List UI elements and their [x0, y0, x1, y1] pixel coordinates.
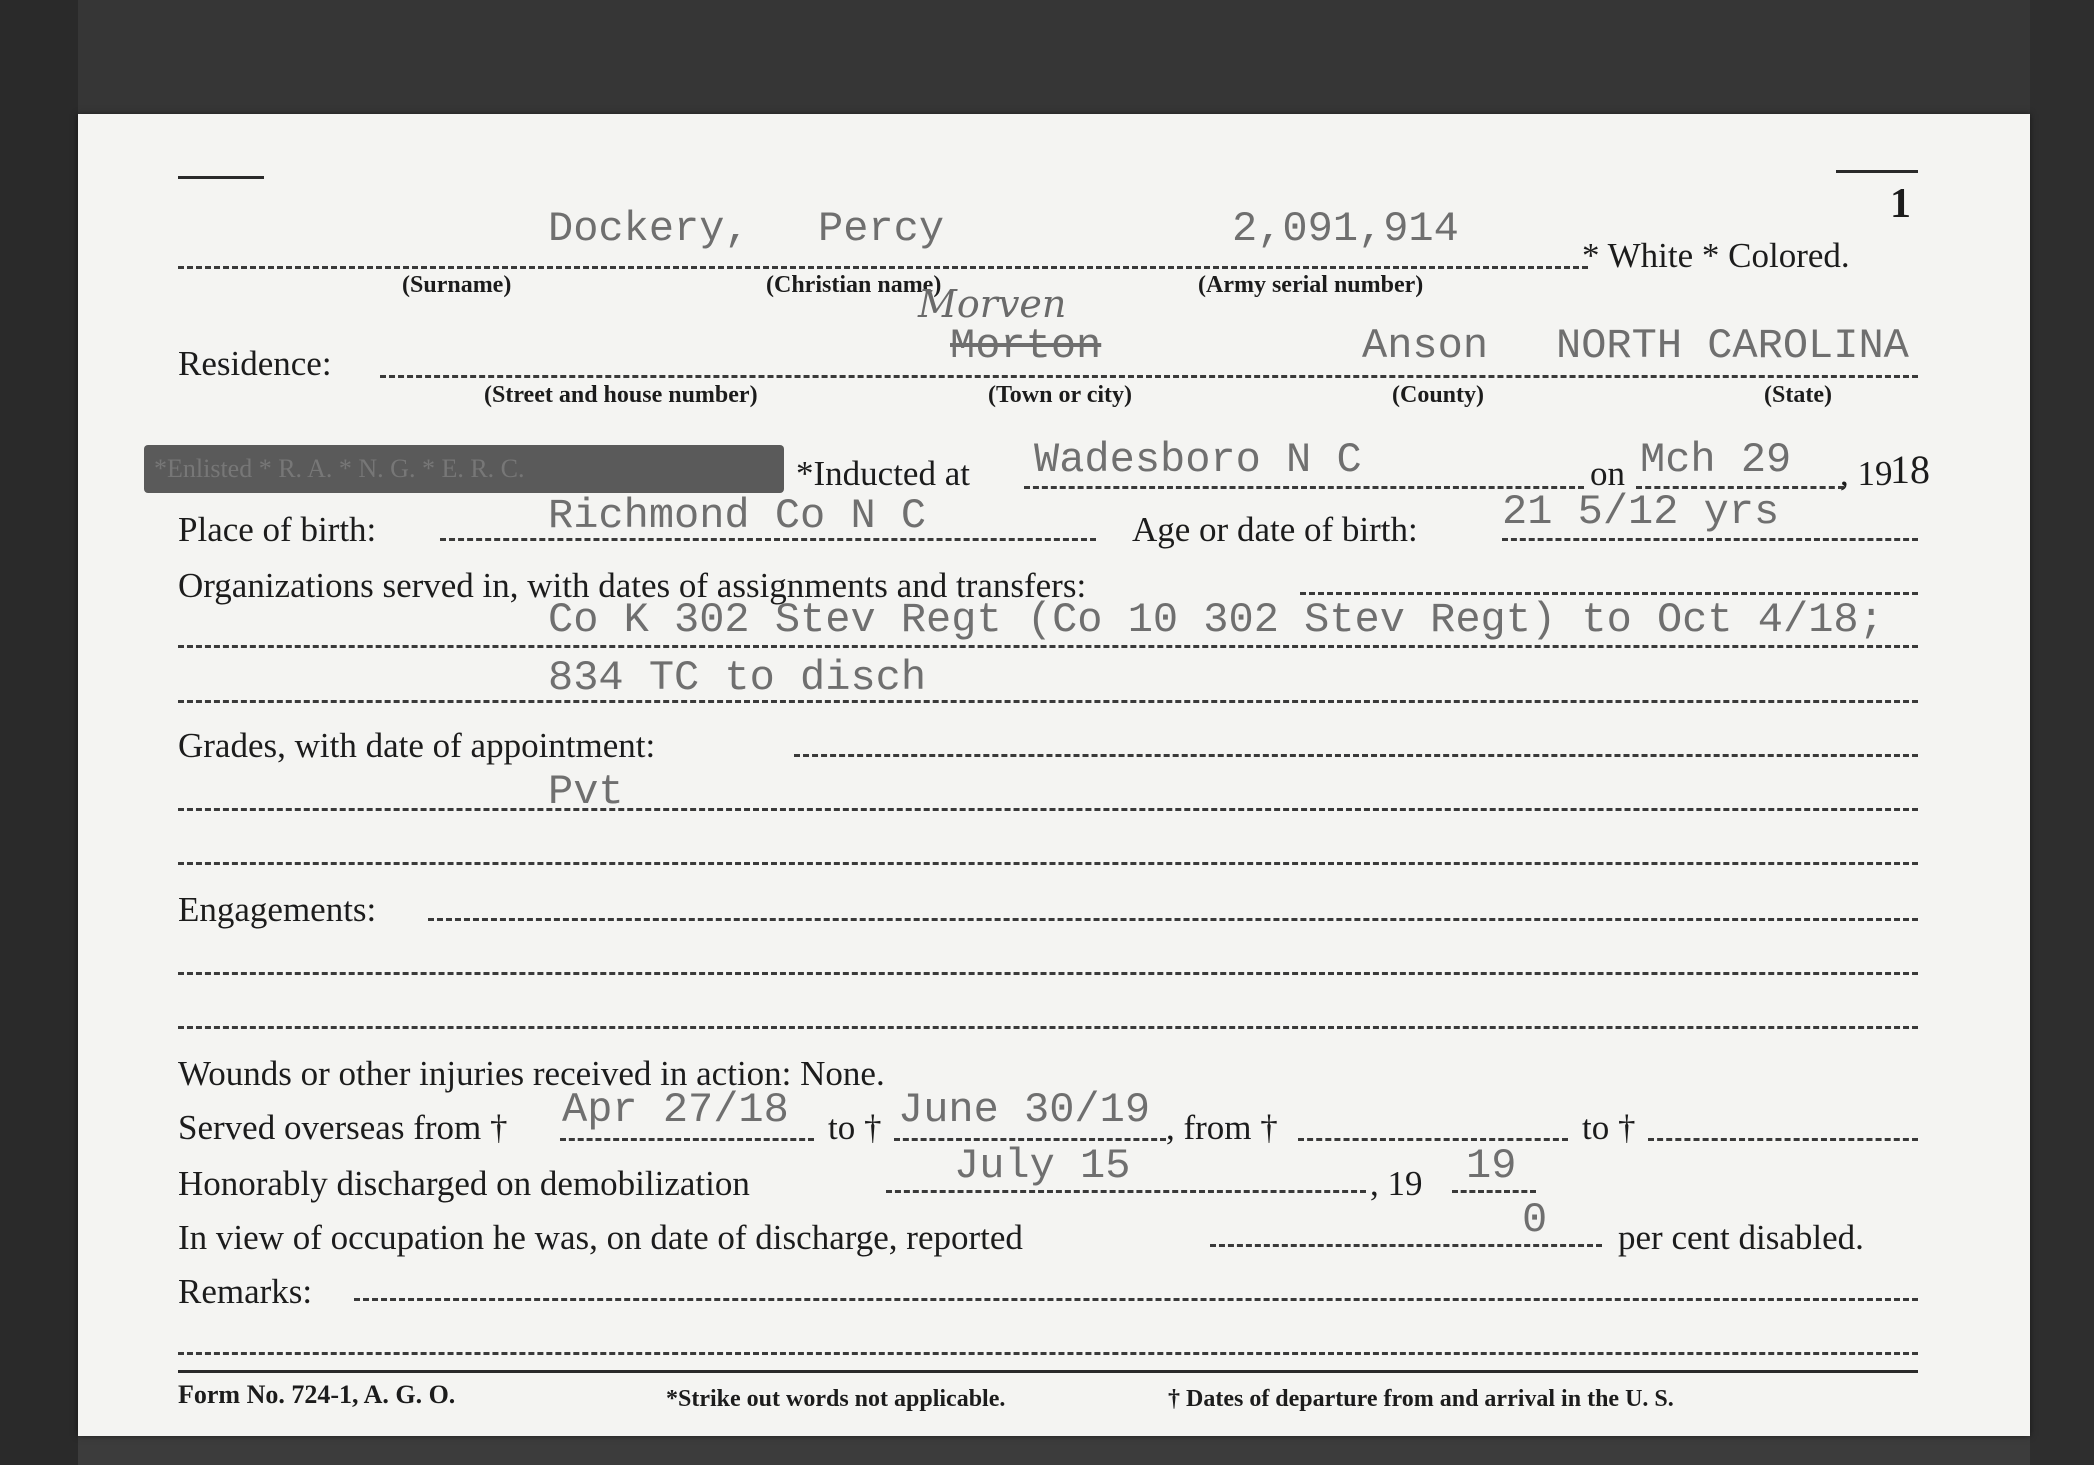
organizations-line-2	[178, 700, 1918, 703]
induction-date-value: Mch 29	[1640, 436, 1792, 484]
per-cent-label: per cent disabled.	[1618, 1218, 1864, 1257]
organizations-line-1	[178, 645, 1918, 648]
county-value: Anson	[1362, 322, 1489, 370]
occupation-label: In view of occupation he was, on date of discharge, reported	[178, 1218, 1023, 1257]
disabled-percent-value: 0	[1522, 1196, 1548, 1244]
organizations-line-0	[1300, 592, 1918, 595]
top-left-rule	[178, 176, 264, 179]
place-of-birth-label: Place of birth:	[178, 510, 377, 549]
footer-rule	[178, 1370, 1918, 1373]
engagements-label: Engagements:	[178, 890, 377, 929]
scan-background-top	[0, 0, 2094, 114]
overseas-to2-line	[1648, 1138, 1918, 1141]
serial-number-label: (Army serial number)	[1198, 272, 1424, 298]
engagements-line-0	[428, 918, 1918, 921]
engagements-line-2	[178, 1026, 1918, 1029]
place-of-birth-line	[440, 538, 1096, 541]
christian-name-value: Percy	[818, 205, 945, 253]
state-label: (State)	[1764, 382, 1832, 408]
served-overseas-label: Served overseas from †	[178, 1108, 508, 1147]
surname-label: (Surname)	[402, 272, 512, 298]
discharged-label: Honorably discharged on demobilization	[178, 1164, 750, 1203]
strike-note: *Strike out words not applicable.	[666, 1386, 1006, 1412]
remarks-line-0	[354, 1298, 1918, 1301]
discharge-year-prefix: , 19	[1370, 1164, 1423, 1203]
induction-place-line	[1024, 486, 1584, 489]
organization-entry-2: 834 TC to disch	[548, 654, 927, 702]
serial-number-value: 2,091,914	[1232, 205, 1459, 253]
grade-value: Pvt	[548, 768, 624, 816]
top-right-rule	[1836, 170, 1918, 173]
discharge-date-line	[886, 1190, 1366, 1193]
town-value: Morton	[950, 322, 1102, 370]
handwritten-town: Morven	[918, 282, 1067, 326]
redacted-enlisted-block	[144, 445, 784, 493]
discharge-year-line	[1452, 1190, 1536, 1193]
county-label: (County)	[1392, 382, 1485, 408]
discharge-date-value: July 15	[954, 1142, 1131, 1190]
overseas-from-value: Apr 27/18	[562, 1086, 789, 1134]
overseas-to2-label: to †	[1582, 1108, 1636, 1147]
organization-entry-1: Co K 302 Stev Regt (Co 10 302 Stev Regt) to Oct 4/18;	[548, 596, 1884, 644]
grades-label: Grades, with date of appointment:	[178, 726, 656, 765]
surname-value: Dockery,	[548, 205, 750, 253]
induction-year-prefix: , 19	[1840, 454, 1893, 493]
grades-line-2	[178, 862, 1918, 865]
discharge-year-value: 19	[1466, 1142, 1517, 1190]
overseas-to-line	[894, 1138, 1166, 1141]
place-of-birth-value: Richmond Co N C	[548, 492, 927, 540]
dates-note: † Dates of departure from and arrival in the U. S.	[1168, 1386, 1674, 1412]
residence-line	[380, 375, 1918, 378]
disabled-percent-line	[1210, 1244, 1602, 1247]
town-label: (Town or city)	[988, 382, 1132, 408]
christian-name-label: (Christian name)	[766, 272, 942, 298]
overseas-from-line	[560, 1138, 814, 1141]
state-value: NORTH CAROLINA	[1556, 322, 1909, 370]
card-number: 1	[1890, 181, 1911, 227]
induction-year-value: 18	[1890, 447, 1930, 492]
age-line	[1502, 538, 1918, 541]
enlisted-options: *Enlisted * R. A. * N. G. * E. R. C.	[154, 454, 525, 483]
organizations-label: Organizations served in, with dates of assignments and transfers:	[178, 566, 1087, 605]
scan-background-right	[2030, 0, 2094, 1465]
name-line	[178, 266, 1588, 269]
age-label: Age or date of birth:	[1132, 510, 1418, 549]
overseas-to-value: June 30/19	[898, 1086, 1151, 1134]
on-label: on	[1590, 454, 1625, 493]
residence-label: Residence:	[178, 344, 332, 383]
scan-background-left	[0, 0, 78, 1465]
street-label: (Street and house number)	[484, 382, 758, 408]
induction-place-value: Wadesboro N C	[1034, 436, 1362, 484]
grades-line-1	[178, 808, 1918, 811]
grades-line-0	[794, 754, 1918, 757]
remarks-label: Remarks:	[178, 1272, 313, 1311]
engagements-line-1	[178, 972, 1918, 975]
overseas-from2-line	[1298, 1138, 1568, 1141]
form-number: Form No. 724-1, A. G. O.	[178, 1380, 456, 1409]
overseas-from2-label: , from †	[1166, 1108, 1278, 1147]
race-options: * White * Colored.	[1582, 236, 1850, 275]
age-value: 21 5/12 yrs	[1502, 488, 1780, 536]
inducted-at-label: *Inducted at	[796, 454, 970, 493]
overseas-to-label: to †	[828, 1108, 882, 1147]
remarks-line-1	[178, 1352, 1918, 1355]
wounds-label: Wounds or other injuries received in action: None.	[178, 1054, 885, 1093]
